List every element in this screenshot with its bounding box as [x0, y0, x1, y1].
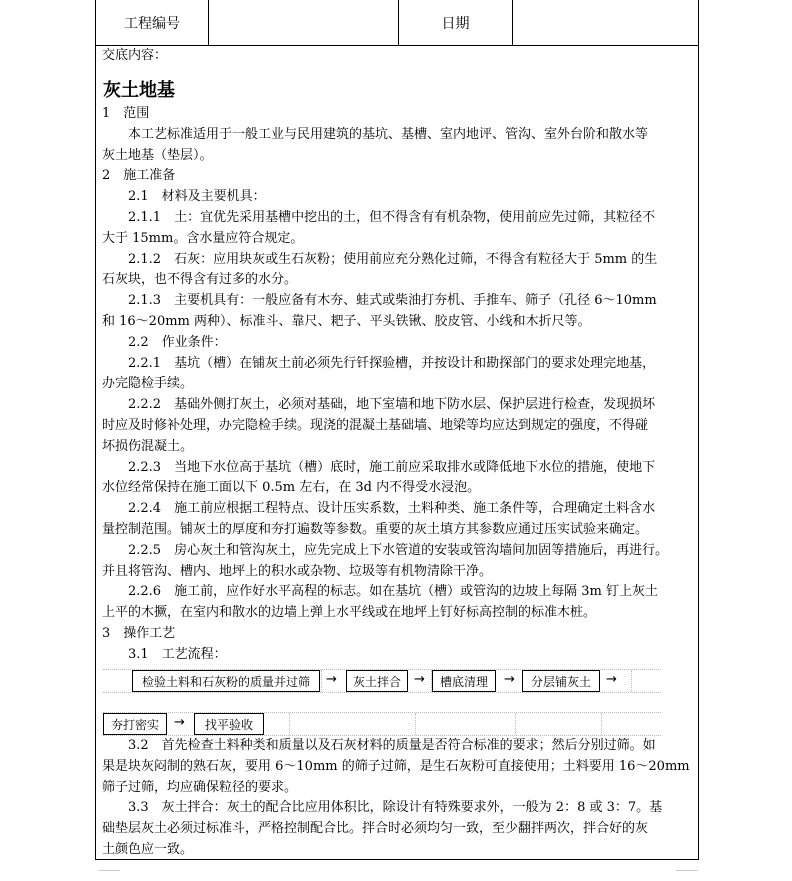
text-line: 2.2.6 施工前，应作好水平高程的标志。如在基坑（槽）或管沟的边坡上每隔 3m 钉上灰土 — [102, 584, 658, 600]
text-line: 坏损伤混凝土。 — [102, 438, 194, 454]
text-line: 土颜色应一致。 — [102, 842, 194, 857]
text-line: 3 操作工艺 — [102, 626, 176, 641]
page-corner-mark — [98, 870, 120, 881]
text-line: 2.2.4 施工前应根据工程特点、设计压实系数，土料种类、施工条件等，合理确定土料含水 — [102, 501, 656, 517]
text-line: 2.2.3 当地下水位高于基坑（槽）底时，施工前应采取排水或降低地下水位的措施，使地下 — [102, 459, 656, 475]
text-line: 灰土地基（垫层）。 — [102, 147, 213, 163]
text-line: 3.2 首先检查土料种类和质量以及石灰材料的质量是否符合标准的要求；然后分别过筛。如 — [102, 738, 656, 753]
date-value — [513, 0, 698, 45]
text-line: 2.2.2 基础外侧打灰土，必须对基础，地下室墙和地下防水层、保护层进行检查，发现损坏 — [102, 397, 656, 413]
text-line: 2 施工准备 — [102, 168, 176, 184]
text-line: 2.1.3 主要机具有：一般应备有木夯、蛙式或柴油打夯机、手推车、筛子（孔径 6～10mm — [102, 293, 657, 309]
flow-arrow: → — [414, 672, 425, 687]
text-line: 2.2.5 房心灰土和管沟灰土，应先完成上下水管道的安装或管沟墙间加固等措施后，再进行。 — [102, 542, 669, 558]
text-line: 本工艺标准适用于一般工业与民用建筑的基坑、基槽、室内地评、管沟、室外台阶和散水等 — [102, 126, 649, 142]
flow-step-clean-bottom: 槽底清理 — [432, 670, 496, 692]
text-line: 2.1.1 土：宜优先采用基槽中挖出的土，但不得含有有机杂物，使用前应先过筛，其粒径不 — [102, 210, 656, 225]
flow-arrow: → — [326, 672, 337, 687]
text-line: 果是块灰闷制的熟石灰，要用 6～10mm 的筛子过筛，是生石灰粉可直接使用；土料要用 16～20mm — [102, 758, 690, 774]
flow-arrow: → — [174, 715, 185, 730]
date-label: 日期 — [399, 0, 513, 45]
text-line: 2.2 作业条件： — [102, 334, 227, 350]
text-line: 时应及时修补处理，办完隐检手续。现浇的混凝土基础墙、地梁等均应达到规定的强度，不得碰 — [102, 418, 649, 433]
flow-arrow: → — [606, 672, 617, 687]
text-line: 办完隐检手续。 — [102, 376, 194, 392]
project-no-value — [209, 0, 399, 45]
text-line: 石灰块，也不得含有过多的水分。 — [102, 272, 298, 288]
text-line: 水位经常保持在施工面以下 0.5m 左右，在 3d 内不得受水浸泡。 — [102, 480, 481, 496]
intro-label: 交底内容： — [102, 48, 168, 63]
flow-step-level-accept: 找平验收 — [194, 713, 264, 735]
text-line: 础垫层灰土必须过标准斗，严格控制配合比。拌合时必须均匀一致，至少翻拌两次，拌合好的灰 — [102, 821, 649, 837]
project-no-label: 工程编号 — [96, 0, 209, 45]
text-line: 和 16～20mm 两种）、标准斗、靠尺、耙子、平头铁锹、胶皮管、小线和木折尺等。 — [102, 314, 591, 329]
document-page — [95, 0, 699, 860]
section-title: 灰土地基 — [103, 80, 175, 101]
text-line: 上平的木撅，在室内和散水的边墙上弹上水平线或在地坪上钉好标高控制的标准木桩。 — [102, 605, 597, 621]
text-line: 3.3 灰土拌合：灰土的配合比应用体积比，除设计有特殊要求外，一般为 2：8 或 3：7。基 — [102, 800, 663, 816]
page-corner-mark — [676, 870, 698, 881]
flow-step-mix: 灰土拌合 — [346, 670, 408, 692]
text-line: 并且将管沟、槽内、地坪上的积水或杂物、垃圾等有机物清除干净。 — [102, 563, 493, 579]
text-line: 1 范围 — [102, 106, 150, 121]
header-table — [96, 0, 698, 46]
flow-step-inspect-sieve: 检验土料和石灰粉的质量并过筛 — [132, 670, 320, 692]
flow-grid-row-2 — [103, 712, 661, 736]
text-line: 2.1 材料及主要机具： — [102, 189, 266, 205]
text-line: 大于 15mm。含水量应符合规定。 — [102, 230, 304, 246]
text-line: 量控制范围。铺灰土的厚度和夯打遍数等参数。重要的灰土填方其参数应通过压实试验来确定。 — [102, 522, 649, 537]
text-line: 2.2.1 基坑（槽）在铺灰土前必须先行钎探验槽，并按设计和勘探部门的要求处理完地基， — [102, 355, 656, 371]
flow-step-compact: 夯打密实 — [103, 713, 167, 735]
text-line: 筛子过筛，均应确保粒径的要求。 — [102, 779, 298, 795]
text-line: 2.1.2 石灰：应用块灰或生石灰粉；使用前应充分熟化过筛，不得含有粒径大于 5mm 的生 — [102, 251, 658, 267]
text-line: 3.1 工艺流程： — [102, 646, 227, 662]
flow-step-layer-spread: 分层铺灰土 — [522, 670, 600, 692]
flow-arrow: → — [504, 672, 515, 687]
